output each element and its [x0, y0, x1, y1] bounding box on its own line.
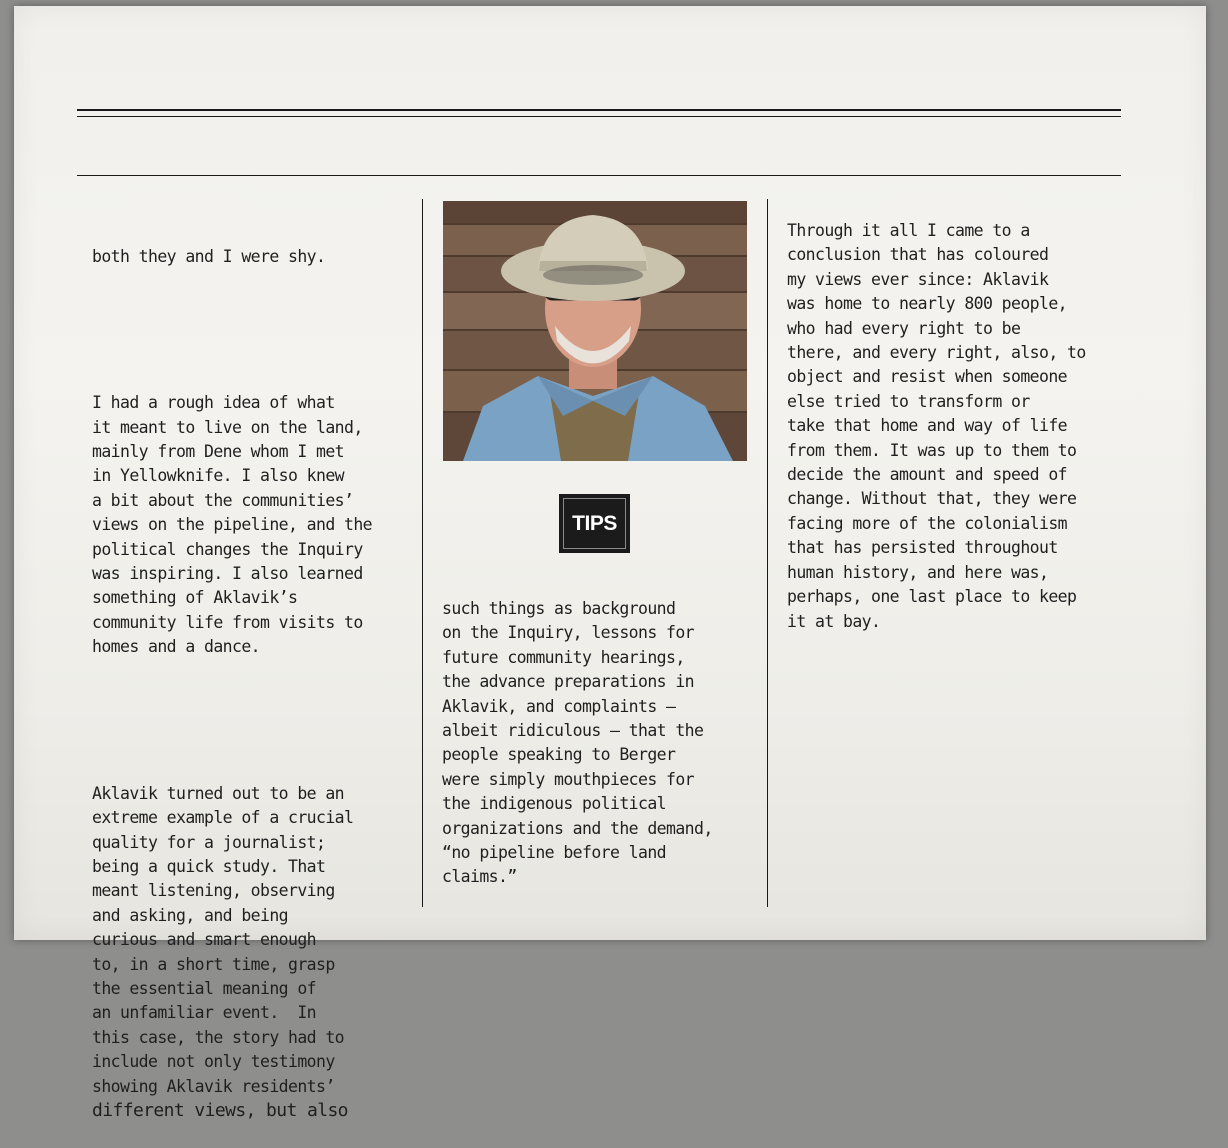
text-line: decide the amount and speed of: [787, 465, 1068, 485]
author-photo: [443, 201, 747, 461]
text-line: homes and a dance.: [92, 637, 261, 657]
text-line: I had a rough idea of what: [92, 393, 335, 413]
paragraph-2: [92, 391, 372, 659]
article-column-middle: [442, 597, 713, 890]
text-line: to, in a short time, grasp: [92, 954, 335, 974]
text-line: from them. It was up to them to: [787, 440, 1077, 460]
text-line: views on the pipeline, and the: [92, 515, 373, 535]
text-line: and asking, and being: [92, 905, 289, 925]
text-line: on the Inquiry, lessons for: [442, 623, 695, 643]
text-line: perhaps, one last place to keep: [787, 587, 1077, 607]
text-line: being a quick study. That: [92, 856, 326, 876]
text-line: different views, but also: [92, 1100, 348, 1121]
text-line: change. Without that, they were: [787, 489, 1077, 509]
article-column-left: [92, 196, 372, 1148]
text-line: Aklavik turned out to be an: [92, 783, 345, 803]
text-line: people speaking to Berger: [442, 745, 676, 765]
text-line: this case, the story had to: [92, 1027, 345, 1047]
text-line: that has persisted throughout: [787, 538, 1058, 558]
text-line: mainly from Dene whom I met: [92, 442, 345, 462]
text-line: else tried to transform or: [787, 391, 1030, 411]
text-line: take that home and way of life: [787, 416, 1068, 436]
header-rule-double: [77, 116, 1121, 117]
text-line: both they and I were shy.: [92, 246, 326, 266]
text-line: a bit about the communities’: [92, 490, 354, 510]
text-line: curious and smart enough: [92, 930, 317, 950]
header-rule-top: [77, 109, 1121, 111]
text-line: Aklavik, and complaints —: [442, 696, 676, 716]
text-line: the indigenous political: [442, 794, 667, 814]
text-line: political changes the Inquiry: [92, 539, 363, 559]
text-line: human history, and here was,: [787, 562, 1049, 582]
text-line: showing Aklavik residents’: [92, 1076, 335, 1096]
text-line: the advance preparations in: [442, 672, 695, 692]
text-line: extreme example of a crucial: [92, 808, 354, 828]
text-line: it at bay.: [787, 611, 881, 631]
text-line: it meant to live on the land,: [92, 417, 363, 437]
text-line: something of Aklavik’s: [92, 588, 298, 608]
paragraph-1: [92, 245, 372, 269]
text-line: facing more of the colonialism: [787, 513, 1068, 533]
text-line: object and resist when someone: [787, 367, 1068, 387]
text-line: in Yellowknife. I also knew: [92, 466, 345, 486]
text-line: who had every right to be: [787, 318, 1021, 338]
column-divider-right: [767, 199, 768, 907]
header-rule-bottom: [77, 175, 1121, 176]
text-line: organizations and the demand,: [442, 818, 713, 838]
text-line: albeit ridiculous — that the: [442, 721, 704, 741]
column-divider-left: [422, 199, 423, 907]
author-portrait-illustration: [443, 201, 747, 461]
text-line: was inspiring. I also learned: [92, 564, 363, 584]
text-line: my views ever since: Aklavik: [787, 269, 1049, 289]
text-line: was home to nearly 800 people,: [787, 294, 1068, 314]
text-line: quality for a journalist;: [92, 832, 326, 852]
text-line: an unfamiliar event. In: [92, 1003, 317, 1023]
text-line: the essential meaning of: [92, 978, 317, 998]
text-line: meant listening, observing: [92, 881, 335, 901]
text-line: Through it all I came to a: [787, 221, 1030, 240]
text-line: “no pipeline before land: [442, 843, 667, 863]
paragraph-3: [92, 782, 372, 1124]
text-line: such things as background: [442, 599, 676, 618]
tips-badge-label: TIPS: [572, 511, 617, 535]
text-line: were simply mouthpieces for: [442, 769, 695, 789]
text-line: conclusion that has coloured: [787, 245, 1049, 265]
tips-badge[interactable]: [559, 494, 630, 553]
article-column-right: [787, 219, 1086, 634]
text-line: future community hearings,: [442, 647, 685, 667]
text-line: include not only testimony: [92, 1052, 335, 1072]
text-line: claims.”: [442, 867, 517, 887]
text-line: community life from visits to: [92, 612, 363, 632]
text-line: there, and every right, also, to: [787, 343, 1086, 363]
